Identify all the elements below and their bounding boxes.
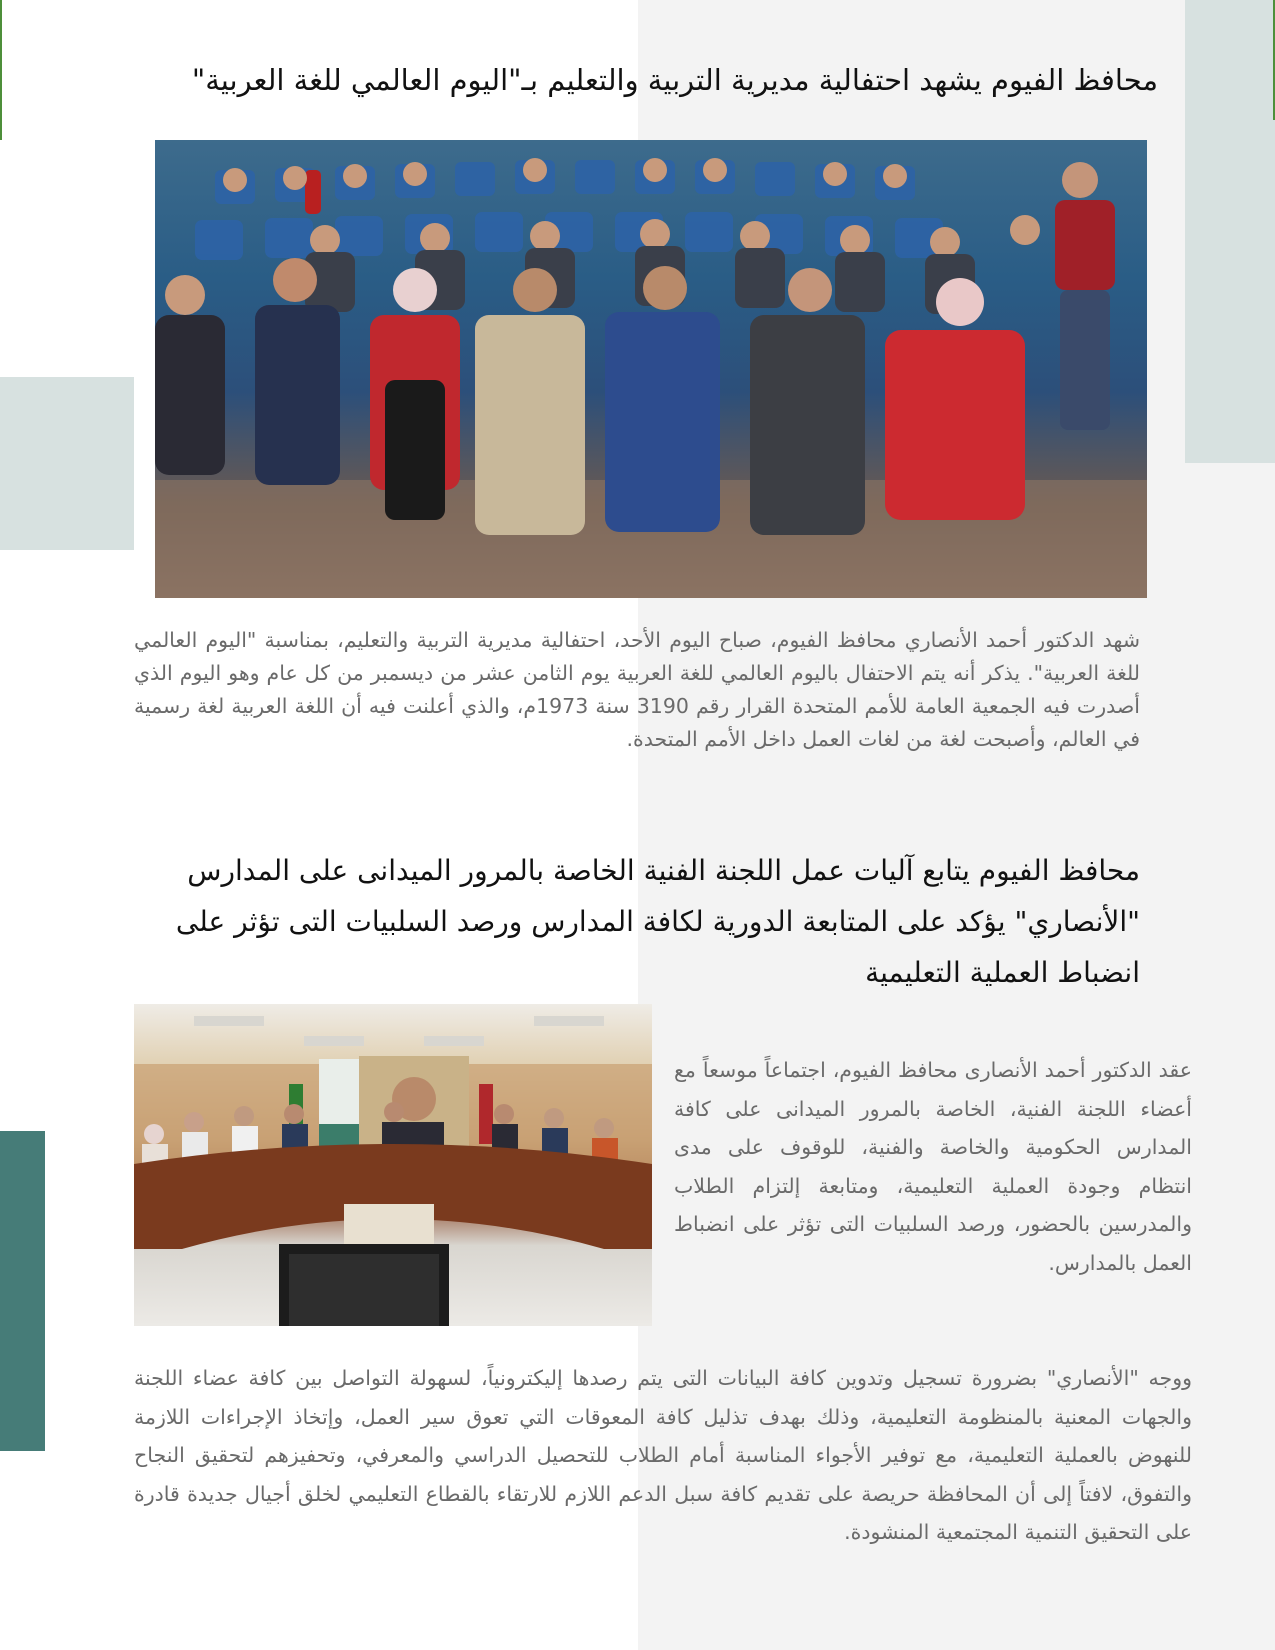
- article2-photo: [134, 1004, 652, 1326]
- article2-body-intro: عقد الدكتور أحمد الأنصارى محافظ الفيوم، اجتماعاً موسعاً مع أعضاء اللجنة الفنية، الخاصة بالمرور الميدانى على كافة المدارس الحكومية والخاصة والفنية، للوقوف على مدى انتظام وجودة العملية التعليمية، ومتابعة إلتزام الطلاب والمدرسين بالحضور، ورصد السلبيات التى تؤثر على انضباط العمل بالمدارس.: [674, 1058, 1192, 1275]
- decor-block-middle-left: [0, 377, 134, 550]
- article2-title: محافظ الفيوم يتابع آليات عمل اللجنة الفنية الخاصة بالمرور الميدانى على المدارس "الأنصاري" يؤكد على المتابعة الدورية لكافة المدارس ورصد السلبيات التى تؤثر على انضباط العملية التعليمية: [175, 854, 1140, 989]
- article1-body: شهد الدكتور أحمد الأنصاري محافظ الفيوم، صباح اليوم الأحد، احتفالية مديرية التربية والتعليم، بمناسبة "اليوم العالمي للغة العربية". يذكر أنه يتم الاحتفال باليوم العالمي للغة العربية يوم الثامن عشر من ديسمبر من كل عام وهو اليوم الذي أصدرت فيه الجمعية العامة للأمم المتحدة القرار رقم 3190 سنة 1973م، والذي أعلنت فيه أن اللغة العربية لغة رسمية في العالم، وأصبحت لغة من لغات العمل داخل الأمم المتحدة.: [134, 628, 1140, 751]
- article1-title: محافظ الفيوم يشهد احتفالية مديرية التربية والتعليم بـ"اليوم العالمي للغة العربية": [191, 63, 1158, 97]
- article1-photo: [155, 140, 1147, 598]
- article2-body-main: ووجه "الأنصاري" بضرورة تسجيل وتدوين كافة البيانات التى يتم رصدها إليكترونياً، لسهولة التواصل بين كافة عضاء اللجنة والجهات المعنية بالمنظومة التعليمية، وذلك بهدف تذليل كافة المعوقات التي تعوق سير العمل، وإتخاذ الإجراءات اللازمة للنهوض بالعملية التعليمية، مع توفير الأجواء المناسبة أمام الطلاب للتحصيل الدراسي والمعرفي، وتحفيزهم لتحقيق النجاح والتفوق، لافتاً إلى أن المحافظة حريصة على تقديم كافة سبل الدعم اللازم للارتقاء بالقطاع التعليمي لخلق أجيال جديدة قادرة على التحقيق التنمية المجتمعية المنشودة.: [134, 1366, 1192, 1544]
- decor-line-left: [0, 0, 2, 140]
- decor-block-bottom-left: [0, 1131, 45, 1451]
- decor-block-top-right: [1185, 0, 1275, 463]
